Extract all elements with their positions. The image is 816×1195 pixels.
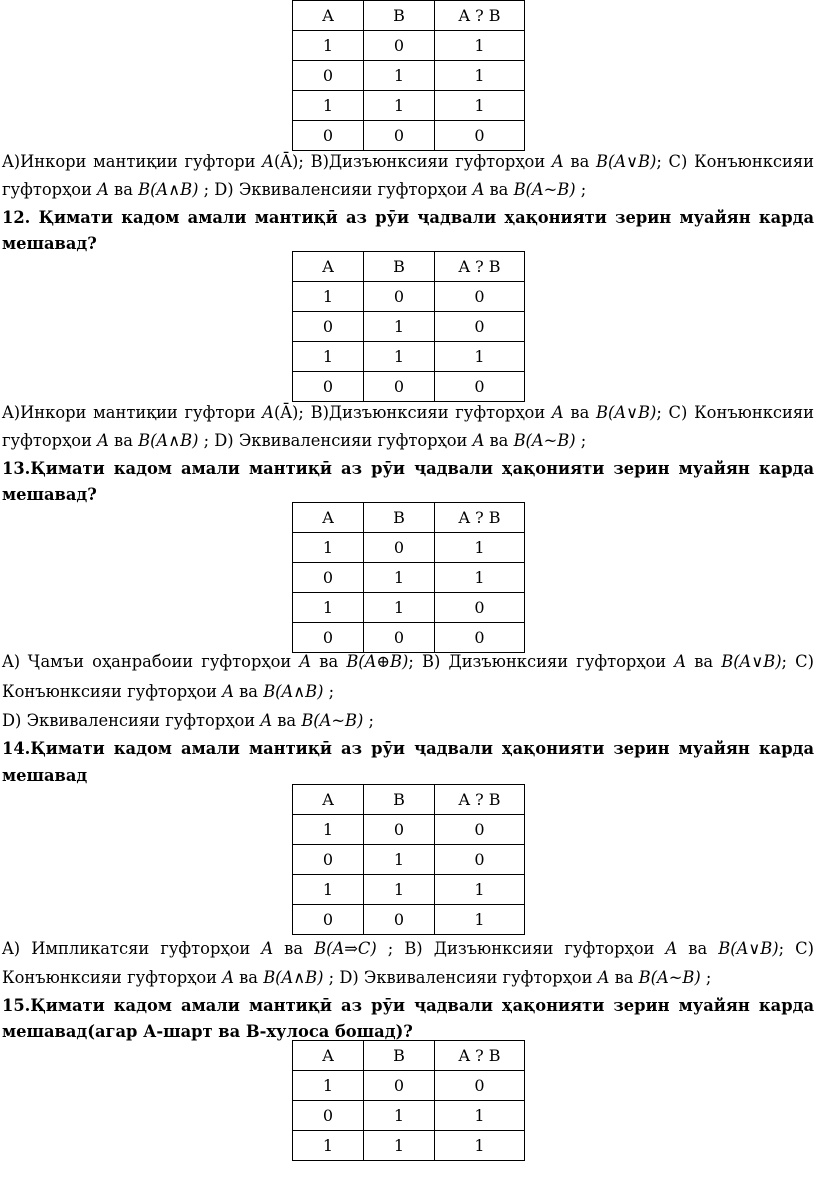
truth-table-5 bbox=[292, 1040, 525, 1161]
table-cell: 0 bbox=[364, 533, 435, 563]
table-cell: 0 bbox=[293, 1101, 364, 1131]
table-cell: 1 bbox=[364, 342, 435, 372]
table-cell: 1 bbox=[364, 875, 435, 905]
table-row bbox=[293, 533, 525, 563]
table-cell: 1 bbox=[293, 1131, 364, 1161]
answer-options-line: Конъюнксияи гуфторҳои A ва B(A∧B) ; D) Эквиваленсияи гуфторҳои A ва B(A~B) ; bbox=[2, 968, 712, 987]
table-cell: 1 bbox=[364, 845, 435, 875]
truth-table-3 bbox=[292, 502, 525, 653]
table-row bbox=[293, 1071, 525, 1101]
truth-table-4 bbox=[292, 784, 525, 935]
table-cell: A bbox=[293, 252, 364, 282]
table-cell: 1 bbox=[293, 815, 364, 845]
table-cell: 1 bbox=[364, 593, 435, 623]
table-cell: 0 bbox=[435, 121, 525, 151]
table-row bbox=[293, 845, 525, 875]
table-cell: 1 bbox=[435, 342, 525, 372]
table-cell: 0 bbox=[435, 623, 525, 653]
table-cell: 0 bbox=[435, 312, 525, 342]
table-cell: 0 bbox=[293, 372, 364, 402]
table-cell: A ? B bbox=[435, 1, 525, 31]
table-cell: A bbox=[293, 1041, 364, 1071]
table-cell: 1 bbox=[435, 91, 525, 121]
table-row bbox=[293, 61, 525, 91]
table-cell: 1 bbox=[293, 1071, 364, 1101]
table-row bbox=[293, 372, 525, 402]
table-cell: 1 bbox=[293, 342, 364, 372]
table-row bbox=[293, 121, 525, 151]
table-row bbox=[293, 31, 525, 61]
question-14-title: 14.Қимати кадом амали мантиқӣ аз рӯи ҷадвали ҳақонияти зерин муайян карда bbox=[2, 739, 814, 758]
table-cell: 1 bbox=[435, 1101, 525, 1131]
table-cell: 0 bbox=[364, 905, 435, 935]
table-row bbox=[293, 91, 525, 121]
table-cell: 0 bbox=[364, 31, 435, 61]
table-cell: 0 bbox=[435, 815, 525, 845]
table-header-row bbox=[293, 785, 525, 815]
table-cell: 0 bbox=[364, 623, 435, 653]
question-14-title-end: мешавад bbox=[2, 766, 88, 785]
table-cell: 1 bbox=[293, 91, 364, 121]
table-cell: 1 bbox=[435, 31, 525, 61]
answer-options-line: A)Инкори мантиқии гуфтори A(Ā); B)Дизъюнксияи гуфторҳои A ва B(A∨B); C) Конъюнксияи bbox=[2, 152, 814, 171]
truth-table-1 bbox=[292, 0, 525, 151]
table-row bbox=[293, 312, 525, 342]
table-cell: 0 bbox=[435, 1071, 525, 1101]
table-cell: 0 bbox=[293, 563, 364, 593]
table-cell: 1 bbox=[435, 905, 525, 935]
table-cell: 1 bbox=[293, 533, 364, 563]
table-cell: A ? B bbox=[435, 1041, 525, 1071]
table-cell: 1 bbox=[293, 31, 364, 61]
question-13-title-end: мешавад? bbox=[2, 485, 97, 504]
table-header-row bbox=[293, 252, 525, 282]
table-cell: 1 bbox=[435, 563, 525, 593]
table-cell: A bbox=[293, 785, 364, 815]
table-cell: 1 bbox=[364, 1101, 435, 1131]
table-cell: 0 bbox=[364, 372, 435, 402]
table-cell: 0 bbox=[364, 815, 435, 845]
table-cell: 1 bbox=[364, 91, 435, 121]
table-row bbox=[293, 282, 525, 312]
table-cell: 1 bbox=[364, 563, 435, 593]
question-12-title-end: мешавад? bbox=[2, 234, 97, 253]
table-row bbox=[293, 342, 525, 372]
table-cell: 1 bbox=[293, 282, 364, 312]
table-cell: B bbox=[364, 252, 435, 282]
table-cell: 0 bbox=[293, 623, 364, 653]
question-12-title: 12. Қимати кадом амали мантиқӣ аз рӯи ҷадвали ҳақонияти зерин муайян карда bbox=[2, 208, 814, 227]
table-cell: 0 bbox=[293, 312, 364, 342]
table-cell: 0 bbox=[435, 282, 525, 312]
table-row bbox=[293, 593, 525, 623]
table-row bbox=[293, 905, 525, 935]
table-cell: A bbox=[293, 503, 364, 533]
table-row bbox=[293, 1101, 525, 1131]
table-cell: 0 bbox=[364, 282, 435, 312]
table-cell: 1 bbox=[364, 1131, 435, 1161]
table-row bbox=[293, 1131, 525, 1161]
answer-options-line: A) Ҷамъи оҳанрабоии гуфторҳои A ва B(A⊕B); B) Дизъюнксияи гуфторҳои A ва B(A∨B); C) bbox=[2, 652, 814, 671]
table-cell: 1 bbox=[435, 875, 525, 905]
table-header-row bbox=[293, 1041, 525, 1071]
table-cell: 1 bbox=[293, 593, 364, 623]
answer-options-line: Конъюнксияи гуфторҳои A ва B(A∧B) ; bbox=[2, 682, 335, 701]
table-row bbox=[293, 875, 525, 905]
table-row bbox=[293, 563, 525, 593]
table-cell: 1 bbox=[364, 61, 435, 91]
table-row bbox=[293, 623, 525, 653]
table-header-row bbox=[293, 1, 525, 31]
answer-options-line: гуфторҳои A ва B(A∧B) ; D) Эквиваленсияи гуфторҳои A ва B(A~B) ; bbox=[2, 180, 587, 199]
table-cell: 0 bbox=[435, 372, 525, 402]
answer-options-line: D) Эквиваленсияи гуфторҳои A ва B(A~B) ; bbox=[2, 711, 375, 730]
question-15-title: 15.Қимати кадом амали мантиқӣ аз рӯи ҷадвали ҳақонияти зерин муайян карда bbox=[2, 996, 814, 1015]
table-cell: 0 bbox=[293, 61, 364, 91]
table-cell: 0 bbox=[435, 845, 525, 875]
table-cell: 0 bbox=[435, 593, 525, 623]
table-cell: A bbox=[293, 1, 364, 31]
table-cell: 1 bbox=[435, 61, 525, 91]
table-cell: B bbox=[364, 1041, 435, 1071]
table-header-row bbox=[293, 503, 525, 533]
table-cell: B bbox=[364, 503, 435, 533]
table-cell: A ? B bbox=[435, 785, 525, 815]
table-cell: A ? B bbox=[435, 503, 525, 533]
table-cell: 0 bbox=[364, 121, 435, 151]
table-cell: 0 bbox=[293, 845, 364, 875]
table-cell: A ? B bbox=[435, 252, 525, 282]
table-cell: B bbox=[364, 785, 435, 815]
table-cell: B bbox=[364, 1, 435, 31]
table-cell: 1 bbox=[364, 312, 435, 342]
answer-options-line: A) Импликатсяи гуфторҳои A ва B(A⇒C) ; B) Дизъюнксияи гуфторҳои A ва B(A∨B); C) bbox=[2, 939, 814, 958]
table-cell: 1 bbox=[435, 1131, 525, 1161]
table-cell: 0 bbox=[364, 1071, 435, 1101]
table-cell: 1 bbox=[435, 533, 525, 563]
question-15-title-end: мешавад(агар А-шарт ва В-хулоса бошад)? bbox=[2, 1022, 413, 1041]
answer-options-line: гуфторҳои A ва B(A∧B) ; D) Эквиваленсияи гуфторҳои A ва B(A~B) ; bbox=[2, 431, 587, 450]
answer-options-line: A)Инкори мантиқии гуфтори A(Ā); B)Дизъюнксияи гуфторҳои A ва B(A∨B); C) Конъюнксияи bbox=[2, 403, 814, 422]
question-13-title: 13.Қимати кадом амали мантиқӣ аз рӯи ҷадвали ҳақонияти зерин муайян карда bbox=[2, 459, 814, 478]
table-cell: 0 bbox=[293, 905, 364, 935]
truth-table-2 bbox=[292, 251, 525, 402]
table-cell: 0 bbox=[293, 121, 364, 151]
table-cell: 1 bbox=[293, 875, 364, 905]
table-row bbox=[293, 815, 525, 845]
